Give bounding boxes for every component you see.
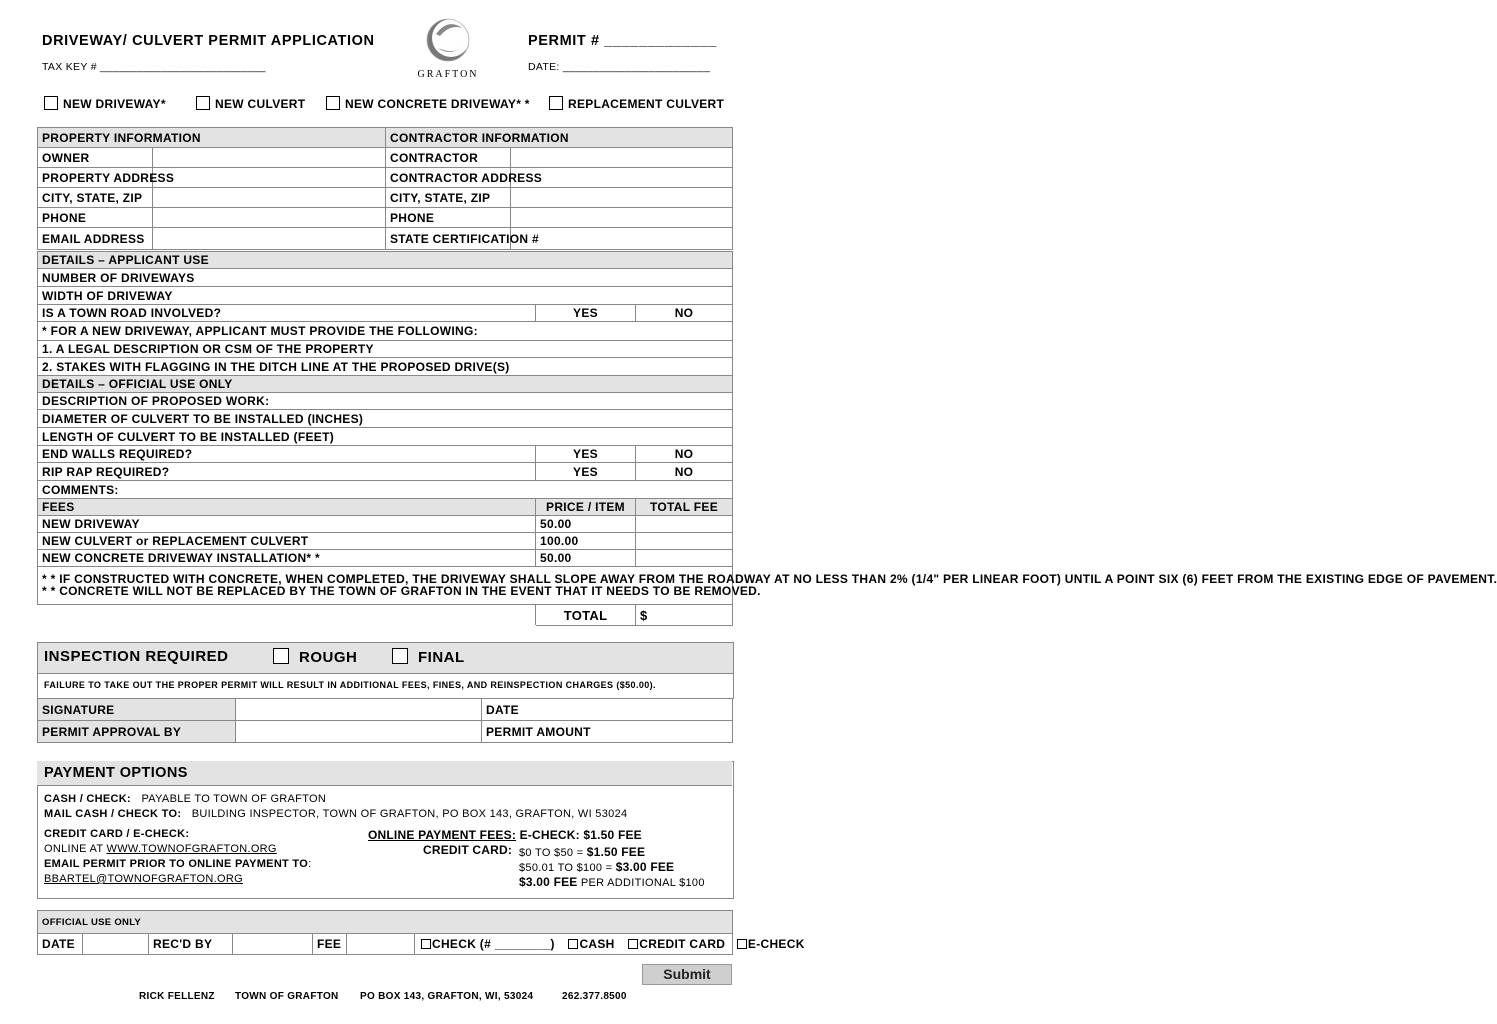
fee-item-total[interactable] bbox=[636, 533, 733, 550]
new-driveway-note: * FOR A NEW DRIVEWAY, APPLICANT MUST PROVIDE THE FOLLOWING: bbox=[38, 322, 733, 341]
official-heading: DETAILS – OFFICIAL USE ONLY bbox=[38, 376, 733, 393]
applicant-heading: DETAILS – APPLICANT USE bbox=[38, 252, 733, 269]
town-road-yes[interactable]: YES bbox=[536, 305, 636, 322]
office-payment-methods bbox=[415, 934, 805, 955]
approval-input[interactable] bbox=[236, 721, 482, 743]
rip-rap-no[interactable]: NO bbox=[636, 463, 733, 481]
echeck-label: E-CHECK bbox=[747, 937, 805, 951]
details-table bbox=[37, 251, 1497, 626]
office-fee-input[interactable] bbox=[347, 934, 415, 955]
option-label: NEW CULVERT bbox=[215, 97, 306, 111]
submit-button[interactable]: Submit bbox=[642, 964, 732, 985]
mail-line bbox=[44, 804, 627, 822]
property-phone-input[interactable] bbox=[153, 208, 386, 228]
range2-text: $50.01 TO $100 = bbox=[519, 862, 616, 874]
permit-amount-field[interactable]: PERMIT AMOUNT bbox=[482, 721, 733, 743]
mail-value: BUILDING INSPECTOR, TOWN OF GRAFTON, PO BOX 143, GRAFTON, WI 53024 bbox=[191, 808, 628, 820]
town-road-label: IS A TOWN ROAD INVOLVED? bbox=[38, 305, 536, 322]
inspection-final-option[interactable] bbox=[392, 648, 465, 666]
number-of-driveways-row[interactable]: NUMBER OF DRIVEWAYS bbox=[38, 269, 733, 287]
checkbox-icon[interactable] bbox=[628, 939, 638, 949]
fee-item-label: NEW DRIVEWAY bbox=[38, 516, 536, 533]
fees-heading: FEES bbox=[38, 499, 536, 516]
certification-label: STATE CERTIFICATION # bbox=[386, 228, 511, 250]
contractor-heading: CONTRACTOR INFORMATION bbox=[386, 128, 733, 148]
mail-label: MAIL CASH / CHECK TO: bbox=[44, 808, 182, 820]
checkbox-icon[interactable] bbox=[549, 96, 563, 110]
fee-item-price: 50.00 bbox=[536, 516, 636, 533]
signature-table bbox=[37, 698, 733, 743]
office-date-label: DATE bbox=[38, 934, 83, 955]
credit-option[interactable] bbox=[628, 937, 725, 951]
option-label: REPLACEMENT CULVERT bbox=[568, 97, 725, 111]
office-table bbox=[37, 910, 805, 955]
check-label: CHECK (# ________) bbox=[432, 937, 555, 951]
fee-item-label: NEW CONCRETE DRIVEWAY INSTALLATION* * bbox=[38, 550, 536, 567]
signature-input[interactable] bbox=[236, 699, 482, 721]
fee-item-total[interactable] bbox=[636, 516, 733, 533]
property-city-label: CITY, STATE, ZIP bbox=[38, 188, 153, 208]
email-link[interactable]: BBARTEL@TOWNOFGRAFTON.ORG bbox=[44, 873, 243, 885]
payment-title: PAYMENT OPTIONS bbox=[44, 765, 188, 781]
concrete-slope-note: * * IF CONSTRUCTED WITH CONCRETE, WHEN COMPLETED, THE DRIVEWAY SHALL SLOPE AWAY FROM THE ROADWAY AT NO LESS THAN 2% (1/4" PER LINEAR FOOT) UNTIL A POINT SIX (6) FEET FROM THE EXISTING EDGE OF PAVEMENT. bbox=[42, 572, 1497, 586]
logo-text: GRAFTON bbox=[417, 69, 479, 80]
email-line bbox=[44, 858, 311, 870]
contractor-label: CONTRACTOR bbox=[386, 148, 511, 168]
inspection-title: INSPECTION REQUIRED bbox=[44, 648, 229, 665]
check-option[interactable] bbox=[421, 937, 555, 951]
contractor-phone-label: PHONE bbox=[386, 208, 511, 228]
failure-warning: FAILURE TO TAKE OUT THE PROPER PERMIT WILL RESULT IN ADDITIONAL FEES, FINES, AND REINSPECTION CHARGES ($50.00). bbox=[44, 680, 656, 690]
signature-label: SIGNATURE bbox=[38, 699, 236, 721]
option-replacement-culvert[interactable] bbox=[549, 96, 724, 111]
range3-line bbox=[519, 873, 705, 891]
online-prefix: ONLINE AT bbox=[44, 843, 107, 855]
approval-label: PERMIT APPROVAL BY bbox=[38, 721, 236, 743]
checkbox-icon[interactable] bbox=[196, 96, 210, 110]
option-label: NEW DRIVEWAY* bbox=[63, 97, 166, 111]
fee-item-total[interactable] bbox=[636, 550, 733, 567]
concrete-replace-note: * * CONCRETE WILL NOT BE REPLACED BY THE TOWN OF GRAFTON IN THE EVENT THAT IT NEEDS TO BE REMOVED. bbox=[42, 583, 761, 598]
option-new-concrete-driveway[interactable] bbox=[326, 96, 530, 111]
contractor-city-input[interactable] bbox=[511, 188, 733, 208]
permit-number-field[interactable]: PERMIT # _____________ bbox=[528, 33, 717, 49]
concrete-note bbox=[38, 567, 1497, 605]
total-spacer bbox=[38, 605, 536, 626]
length-row[interactable]: LENGTH OF CULVERT TO BE INSTALLED (FEET) bbox=[38, 428, 733, 446]
contractor-address-input[interactable] bbox=[511, 168, 733, 188]
checkbox-icon[interactable] bbox=[568, 939, 578, 949]
range1-text: $0 TO $50 = bbox=[519, 847, 587, 859]
tax-key-field[interactable]: TAX KEY # ___________________________ bbox=[42, 61, 266, 73]
footer-name: RICK FELLENZ bbox=[139, 991, 215, 1002]
final-label: FINAL bbox=[418, 649, 465, 666]
comments-row[interactable]: COMMENTS: bbox=[38, 481, 733, 499]
checkbox-icon[interactable] bbox=[44, 96, 58, 110]
office-fee-label: FEE bbox=[313, 934, 347, 955]
email-input[interactable] bbox=[153, 228, 386, 250]
option-label: NEW CONCRETE DRIVEWAY* * bbox=[345, 97, 530, 111]
description-row[interactable]: DESCRIPTION OF PROPOSED WORK: bbox=[38, 393, 733, 410]
property-address-input[interactable] bbox=[153, 168, 386, 188]
date-field[interactable]: DATE: ________________________ bbox=[528, 61, 711, 73]
contractor-phone-input[interactable] bbox=[511, 208, 733, 228]
office-recd-label: REC'D BY bbox=[149, 934, 233, 955]
echeck-fee: E-CHECK: $1.50 FEE bbox=[519, 828, 642, 842]
range3-fee: $3.00 FEE bbox=[519, 875, 578, 889]
office-recd-input[interactable] bbox=[233, 934, 313, 955]
email-colon: : bbox=[308, 858, 312, 870]
fee-item-price: 100.00 bbox=[536, 533, 636, 550]
contractor-address-label: CONTRACTOR ADDRESS bbox=[386, 168, 511, 188]
checkbox-icon[interactable] bbox=[273, 648, 289, 664]
credit-label: CREDIT CARD / E-CHECK: bbox=[44, 828, 190, 840]
range2-fee: $3.00 FEE bbox=[615, 860, 675, 874]
contractor-input[interactable] bbox=[511, 148, 733, 168]
email-instruction: EMAIL PERMIT PRIOR TO ONLINE PAYMENT TO bbox=[44, 858, 309, 870]
checkbox-icon[interactable] bbox=[737, 939, 747, 949]
property-city-input[interactable] bbox=[153, 188, 386, 208]
cash-option[interactable] bbox=[568, 937, 614, 951]
total-label: TOTAL bbox=[536, 605, 636, 626]
checkbox-icon[interactable] bbox=[421, 939, 431, 949]
requirement-item: 1. A LEGAL DESCRIPTION OR CSM OF THE PROPERTY bbox=[38, 341, 733, 358]
cash-value: PAYABLE TO TOWN OF GRAFTON bbox=[141, 793, 327, 805]
rip-rap-yes[interactable]: YES bbox=[536, 463, 636, 481]
contractor-city-label: CITY, STATE, ZIP bbox=[386, 188, 511, 208]
credit-label: CREDIT CARD bbox=[639, 937, 726, 951]
range3-text: PER ADDITIONAL $100 bbox=[577, 877, 705, 889]
footer-address: PO BOX 143, GRAFTON, WI, 53024 bbox=[360, 991, 534, 1002]
credit-card-label: CREDIT CARD: bbox=[423, 843, 513, 857]
online-fees-label: ONLINE PAYMENT FEES: bbox=[368, 828, 517, 842]
office-date-input[interactable] bbox=[83, 934, 149, 955]
requirement-item: 2. STAKES WITH FLAGGING IN THE DITCH LINE AT THE PROPOSED DRIVE(S) bbox=[38, 358, 733, 376]
diameter-row[interactable]: DIAMETER OF CULVERT TO BE INSTALLED (INCHES) bbox=[38, 410, 733, 428]
end-walls-yes[interactable]: YES bbox=[536, 446, 636, 463]
price-heading: PRICE / ITEM bbox=[536, 499, 636, 516]
online-fees-line bbox=[368, 828, 642, 842]
fee-item-price: 50.00 bbox=[536, 550, 636, 567]
echeck-option[interactable] bbox=[737, 937, 805, 951]
property-contractor-table bbox=[37, 127, 733, 250]
property-heading: PROPERTY INFORMATION bbox=[38, 128, 386, 148]
certification-input[interactable] bbox=[511, 228, 733, 250]
range1-fee: $1.50 FEE bbox=[586, 845, 646, 859]
property-phone-label: PHONE bbox=[38, 208, 153, 228]
cash-label: CASH / CHECK: bbox=[44, 793, 132, 805]
online-link[interactable]: WWW.TOWNOFGRAFTON.ORG bbox=[106, 843, 277, 855]
form-title: DRIVEWAY/ CULVERT PERMIT APPLICATION bbox=[42, 33, 375, 49]
checkbox-icon[interactable] bbox=[326, 96, 340, 110]
fee-item-label: NEW CULVERT or REPLACEMENT CULVERT bbox=[38, 533, 536, 550]
rough-label: ROUGH bbox=[299, 649, 358, 666]
option-new-driveway[interactable] bbox=[44, 96, 166, 111]
width-of-driveway-row[interactable]: WIDTH OF DRIVEWAY bbox=[38, 287, 733, 305]
town-road-no[interactable]: NO bbox=[636, 305, 733, 322]
option-new-culvert[interactable] bbox=[196, 96, 305, 111]
office-heading: OFFICIAL USE ONLY bbox=[38, 911, 733, 934]
end-walls-no[interactable]: NO bbox=[636, 446, 733, 463]
cash-label: CASH bbox=[579, 937, 615, 951]
online-line bbox=[44, 843, 277, 855]
footer-town: TOWN OF GRAFTON bbox=[235, 991, 339, 1002]
end-walls-label: END WALLS REQUIRED? bbox=[38, 446, 536, 463]
signature-date-field[interactable]: DATE bbox=[482, 699, 733, 721]
total-amount[interactable]: $ bbox=[636, 605, 733, 626]
email-label: EMAIL ADDRESS bbox=[38, 228, 153, 250]
owner-input[interactable] bbox=[153, 148, 386, 168]
footer-phone: 262.377.8500 bbox=[562, 991, 627, 1002]
rip-rap-label: RIP RAP REQUIRED? bbox=[38, 463, 536, 481]
inspection-rough-option[interactable] bbox=[273, 648, 357, 666]
total-fee-heading: TOTAL FEE bbox=[636, 499, 733, 516]
checkbox-icon[interactable] bbox=[392, 648, 408, 664]
owner-label: OWNER bbox=[38, 148, 153, 168]
property-address-label: PROPERTY ADDRESS bbox=[38, 168, 153, 188]
